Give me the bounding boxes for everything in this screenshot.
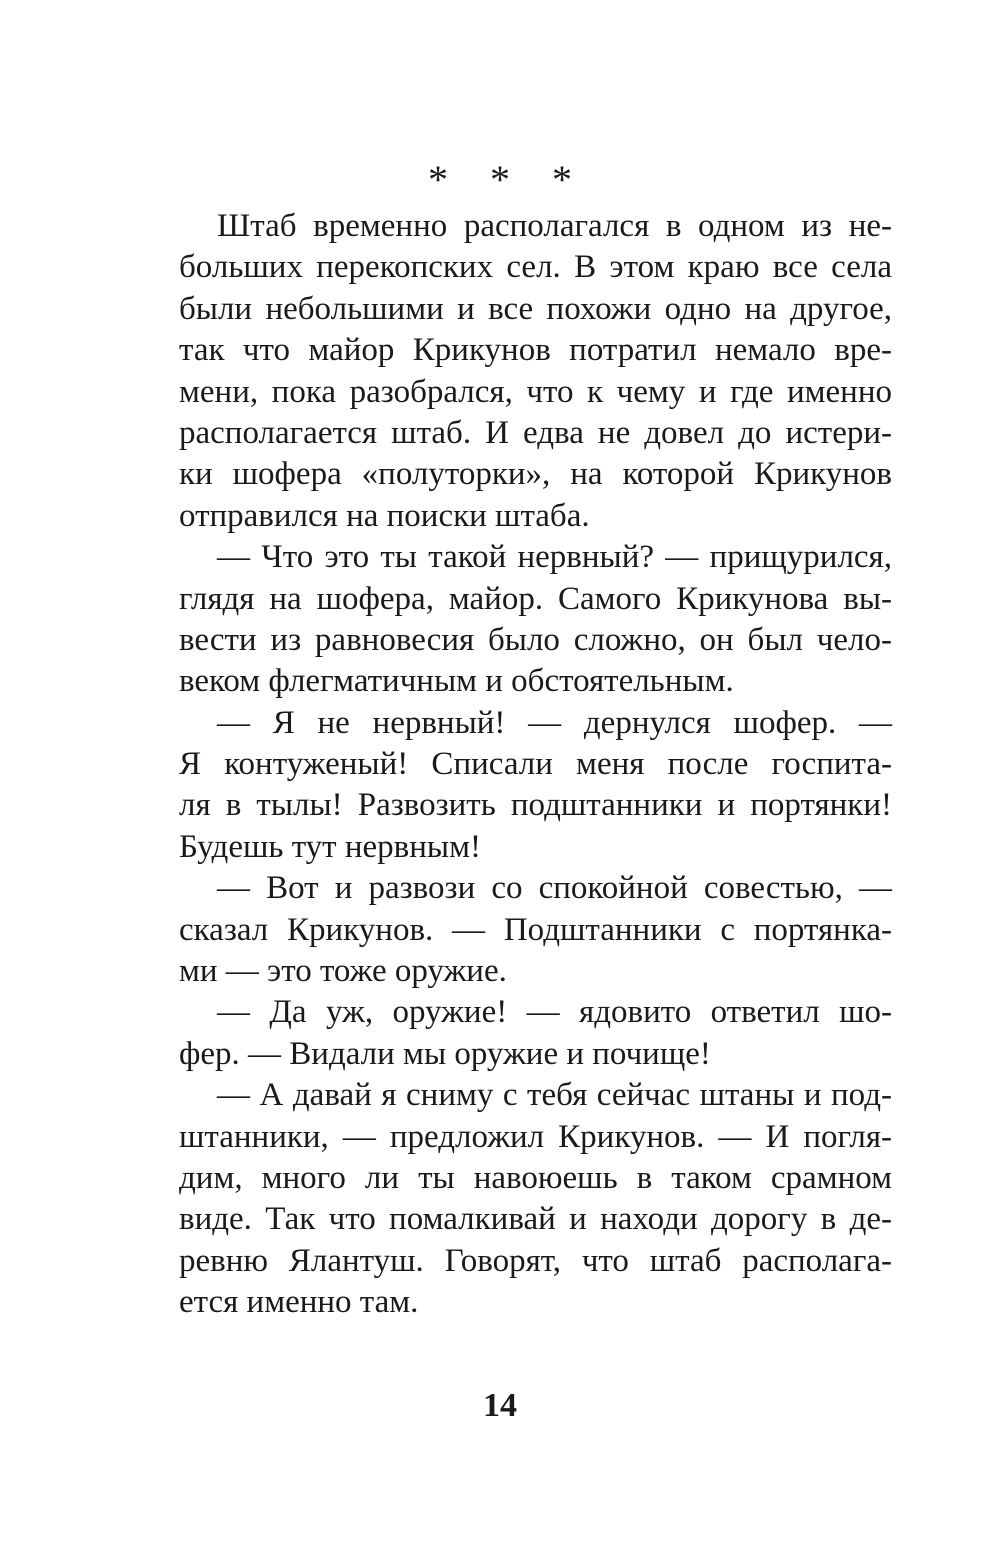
text-line: располагается штаб. И едва не довел до истери- [179,414,892,451]
text-line: — Я не нервный! — дернулся шофер. — [217,704,892,741]
text-line: больших перекопских сел. В этом краю все села [179,249,892,286]
text-line: — Что это ты такой нервный? — прищурился, [217,539,892,576]
text-line: фер. — Видали мы оружие и почище! [179,1035,711,1072]
text-line: Штаб временно располагался в одном из не- [217,208,892,244]
text-line: Я контуженый! Списали меня после госпита- [179,746,892,783]
text-line: — Вот и развози со спокойной совестью, — [217,870,892,907]
text-line: Будешь тут нервным! [179,828,481,865]
text-line: ется именно там. [179,1284,419,1321]
text-line: — А давай я сниму с тебя сейчас штаны и под- [217,1077,892,1114]
text-line: глядя на шофера, майор. Самого Крикунова вы- [179,580,892,617]
text-line: так что майор Крикунов потратил немало вре- [179,332,892,369]
text-line: сказал Крикунов. — Подштанники с портянка- [179,911,892,948]
text-line: штанники, — предложил Крикунов. — И погля- [179,1118,892,1155]
text-line: ревню Ялантуш. Говорят, что штаб располага- [179,1242,892,1279]
text-line: дим, много ли ты навоюешь в таком срамном [179,1159,892,1196]
text-line: ки шофера «полуторки», на которой Крикунов [179,456,892,493]
text-line: отправился на поиски штаба. [179,497,590,534]
body-text [179,206,892,1324]
text-line: вести из равновесия было сложно, он был чело- [179,621,892,658]
text-line: мени, пока разобрался, что к чему и где именно [179,373,892,410]
text-line: ля в тылы! Развозить подштанники и портянки! [179,787,892,824]
section-separator: * * * [428,157,588,202]
text-line: были небольшими и все похожи одно на другое, [179,290,892,327]
text-line: веком флегматичным и обстоятельным. [179,663,734,700]
text-line: — Да уж, оружие! — ядовито ответил шо- [217,994,892,1031]
text-line: виде. Так что помалкивай и находи дорогу в де- [179,1201,892,1238]
text-line: ми — это тоже оружие. [179,953,507,990]
page-number: 14 [483,1387,517,1424]
